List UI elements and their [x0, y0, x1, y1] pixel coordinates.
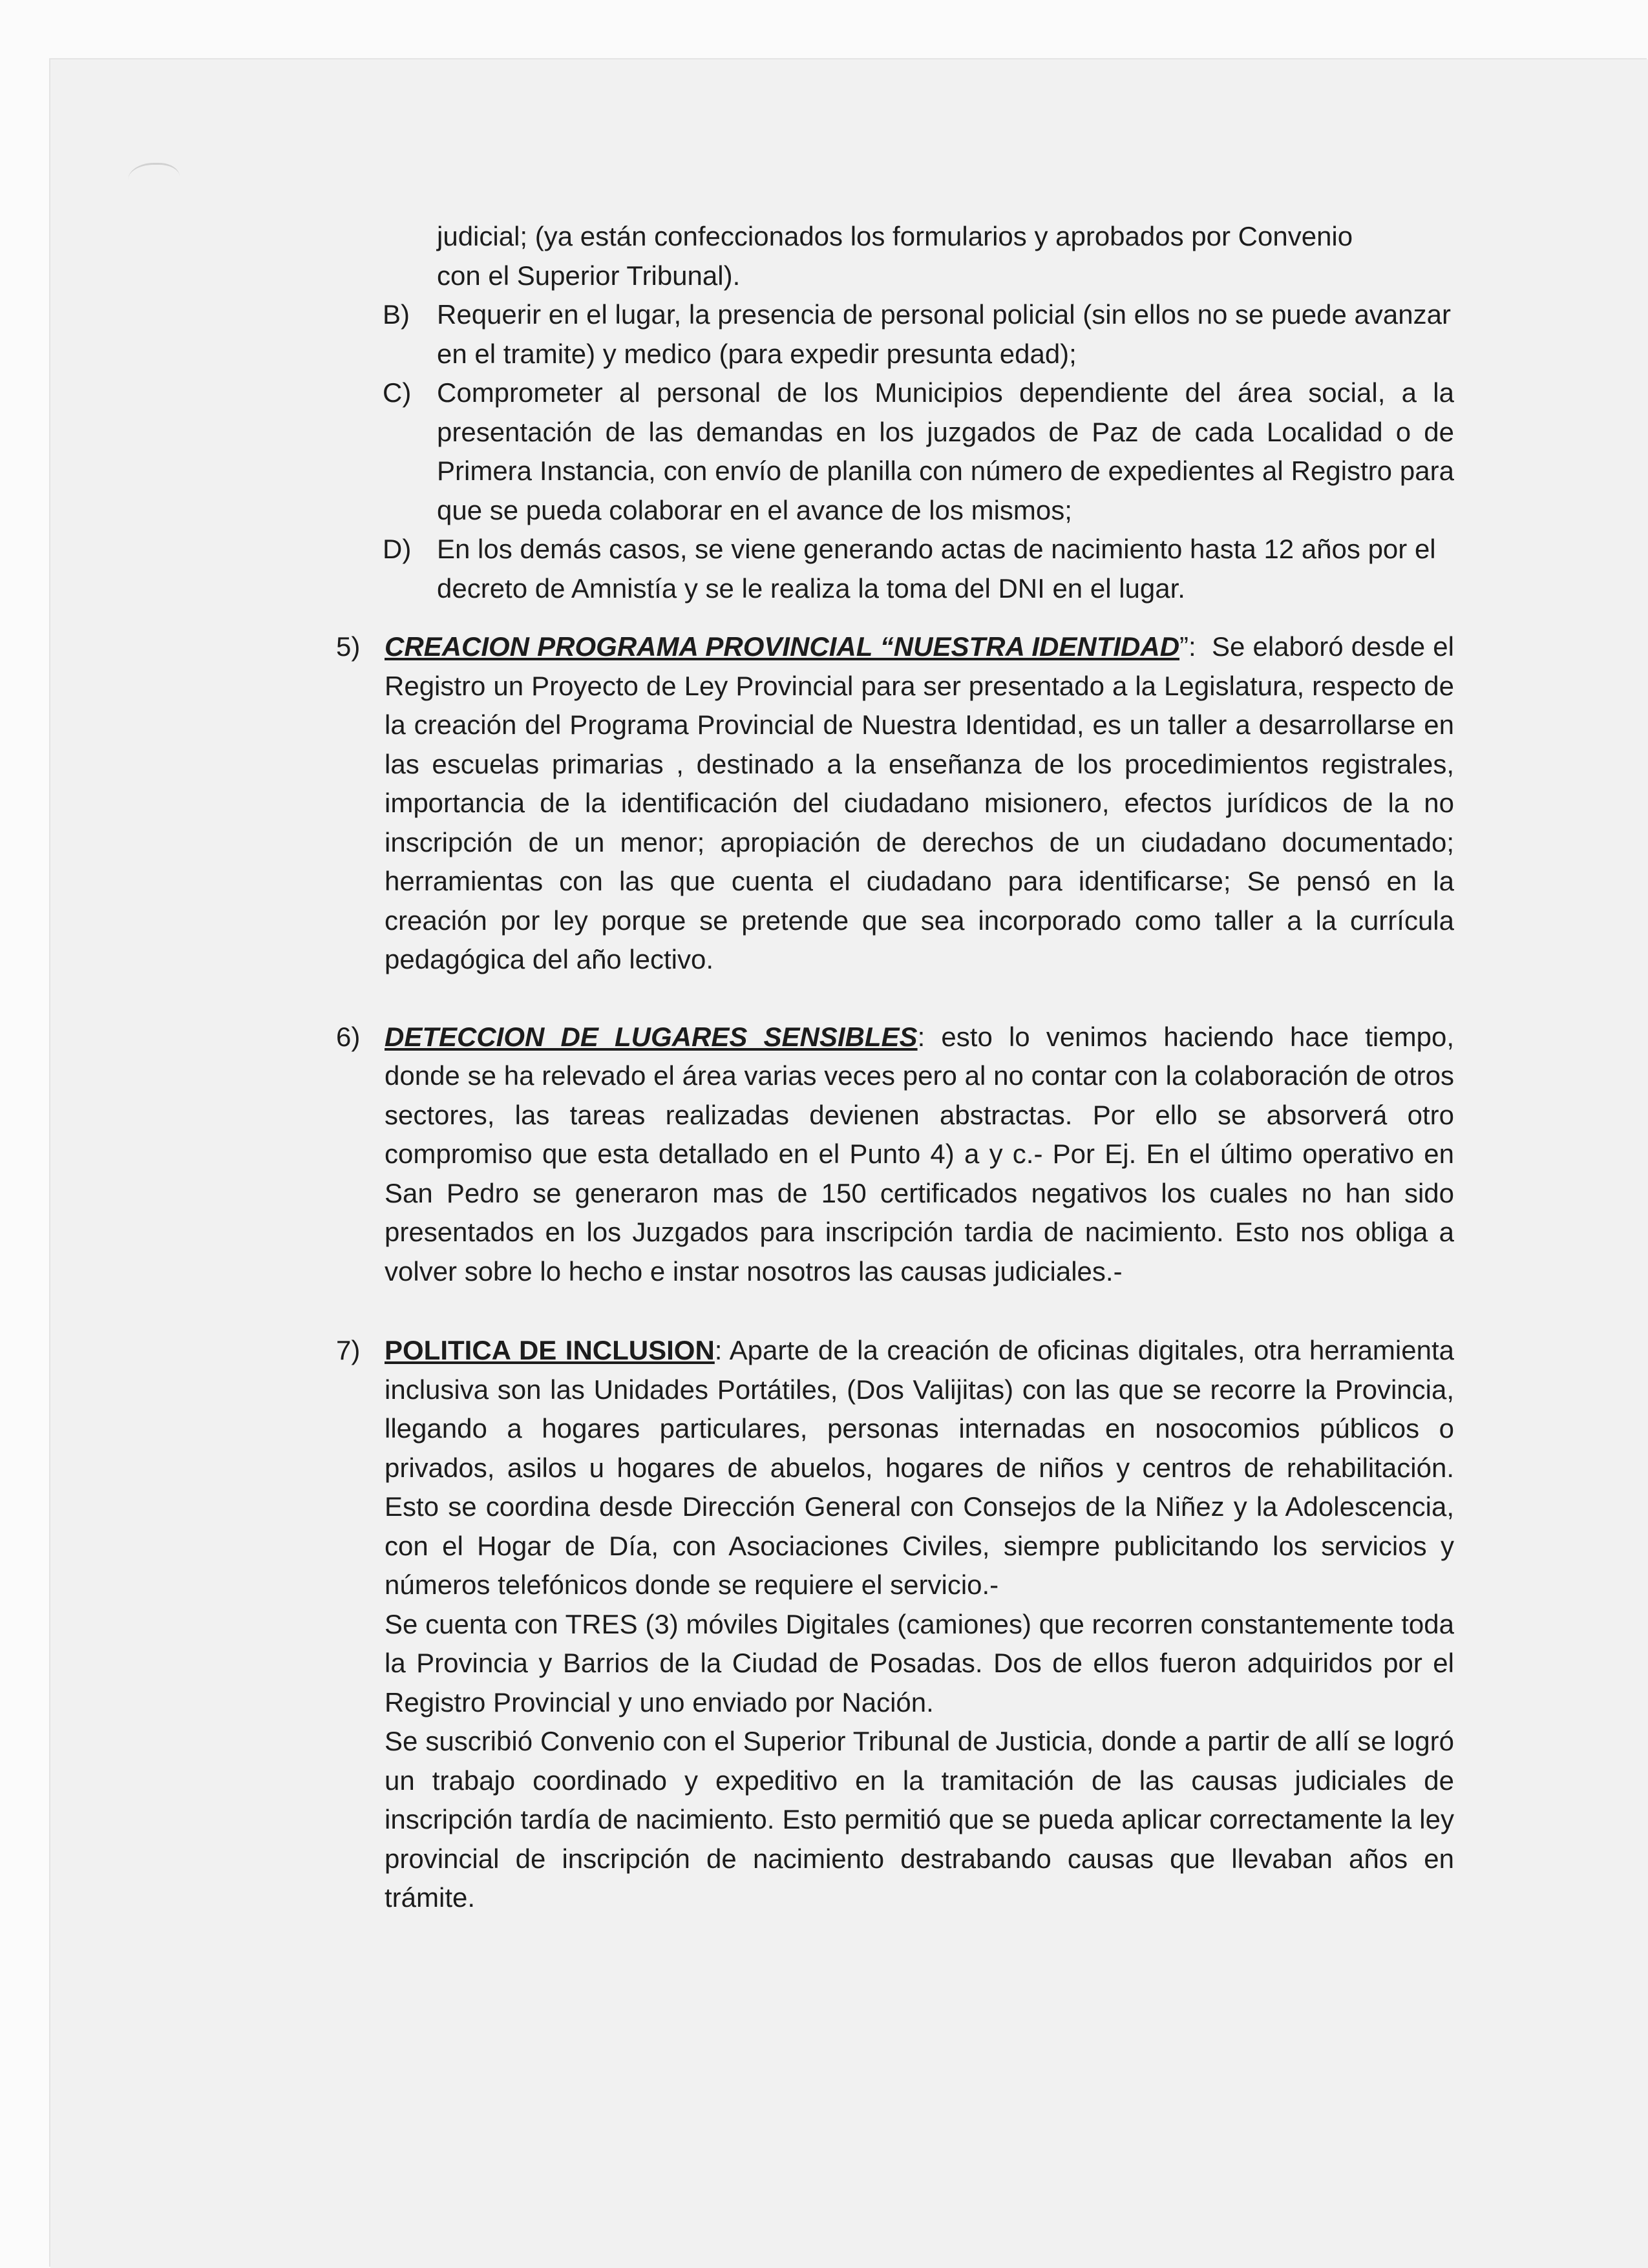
section-text: Se elaboró desde el Registro un Proyecto de Ley Provincial para ser presentado a la Legislatura, respecto de la creación del Programa Provincial de Nuestra Identidad, es un taller a desarrollarse en las escuelas primarias , destinado a la enseñanza de los procedimientos registrales, importancia de la identificación del ciudadano misionero, efectos jurídicos de la no inscripción de un menor; apropiación de derechos de un ciudadano documentado; herramientas con las que cuenta el ciudadano para identificarse; Se pensó en la creación por ley porque se pretende que sea incorporado como taller a la currícula pedagógica del año lectivo. [385, 631, 1454, 974]
sub-item-label: D) [383, 534, 412, 564]
section-5 [323, 627, 1454, 980]
continuation-text [323, 217, 1454, 295]
continuation-line: con el Superior Tribunal). [437, 260, 741, 291]
section-paragraph: Se cuenta con TRES (3) móviles Digitales (camiones) que recorren constantemente toda la Provincia y Barrios de la Ciudad de Posadas. Dos de ellos fueron adquiridos por el Registro Provincial y uno enviado por Nación. [385, 1608, 1454, 1717]
heading-suffix: : [714, 1335, 723, 1365]
sub-item-text: Comprometer al personal de los Municipios dependiente del área social, a la presentación de las demandas en los juzgados de Paz de cada Localidad o de Primera Instancia, con envío de planilla con número de expedientes al Registro para que se pueda colaborar en el avance de los mismos; [437, 377, 1454, 525]
sub-item-d [323, 530, 1454, 608]
section-6 [323, 1018, 1454, 1292]
section-paragraph [385, 1331, 1454, 1605]
section-number: 6) [336, 1021, 361, 1052]
sub-item-label: C) [383, 377, 412, 408]
section-heading: CREACION PROGRAMA PROVINCIAL “NUESTRA IDENTIDAD [385, 631, 1180, 662]
sub-item-text: En los demás casos, se viene generando actas de nacimiento hasta 12 años por el decreto de Amnistía y se le realiza la toma del DNI en el lugar. [437, 534, 1436, 604]
staple-mark [128, 163, 180, 197]
section-heading: POLITICA DE INCLUSION [385, 1335, 715, 1365]
section-7 [323, 1331, 1454, 1918]
section-text: Aparte de la creación de oficinas digitales, otra herramienta inclusiva son las Unidades Portátiles, (Dos Valijitas) con las que se recorre la Provincia, llegando a hogares particulares, personas internadas en nosocomios públicos o privados, asilos u hogares de abuelos, hogares de niños y centros de rehabilitación. Esto se coordina desde Dirección General con Consejos de la Niñez y la Adolescencia, con el Hogar de Día, con Asociaciones Civiles, siempre publicitando los servicios y números telefónicos donde se requiere el servicio.- [385, 1335, 1454, 1600]
sub-item-c [323, 373, 1454, 530]
heading-suffix: ”: [1179, 631, 1196, 662]
section-paragraph [385, 627, 1454, 980]
section-number: 5) [336, 631, 361, 662]
continuation-line: judicial; (ya están confeccionados los formularios y aprobados por Convenio [437, 221, 1353, 251]
heading-suffix: : [917, 1021, 925, 1052]
section-heading: DETECCION DE LUGARES SENSIBLES [385, 1021, 918, 1052]
section-paragraph [385, 1018, 1454, 1292]
document-body [323, 217, 1454, 1918]
section-text: esto lo venimos haciendo hace tiempo, donde se ha relevado el área varias veces pero al no contar con la colaboración de otros sectores, las tareas realizadas devienen abstractas. Por ello se absorverá otro compromiso que esta detallado en el Punto 4) a y c.- Por Ej. En el último operativo en San Pedro se generaron mas de 150 certificados negativos los cuales no han sido presentados en los Juzgados para inscripción tardia de nacimiento. Esto nos obliga a volver sobre lo hecho e instar nosotros las causas judiciales.- [385, 1021, 1454, 1286]
sub-item-label: B) [383, 299, 410, 330]
sub-item-b [323, 295, 1454, 373]
sub-item-text: Requerir en el lugar, la presencia de personal policial (sin ellos no se puede avanzar en el tramite) y medico (para expedir presunta edad); [437, 299, 1451, 369]
section-number: 7) [336, 1335, 361, 1365]
section-paragraph: Se suscribió Convenio con el Superior Tribunal de Justicia, donde a partir de allí se logró un trabajo coordinado y expeditivo en la tramitación de las causas judiciales de inscripción tardía de nacimiento. Esto permitió que se pueda aplicar correctamente la ley provincial de inscripción de nacimiento destrabando causas que llevaban años en trámite. [385, 1726, 1454, 1913]
